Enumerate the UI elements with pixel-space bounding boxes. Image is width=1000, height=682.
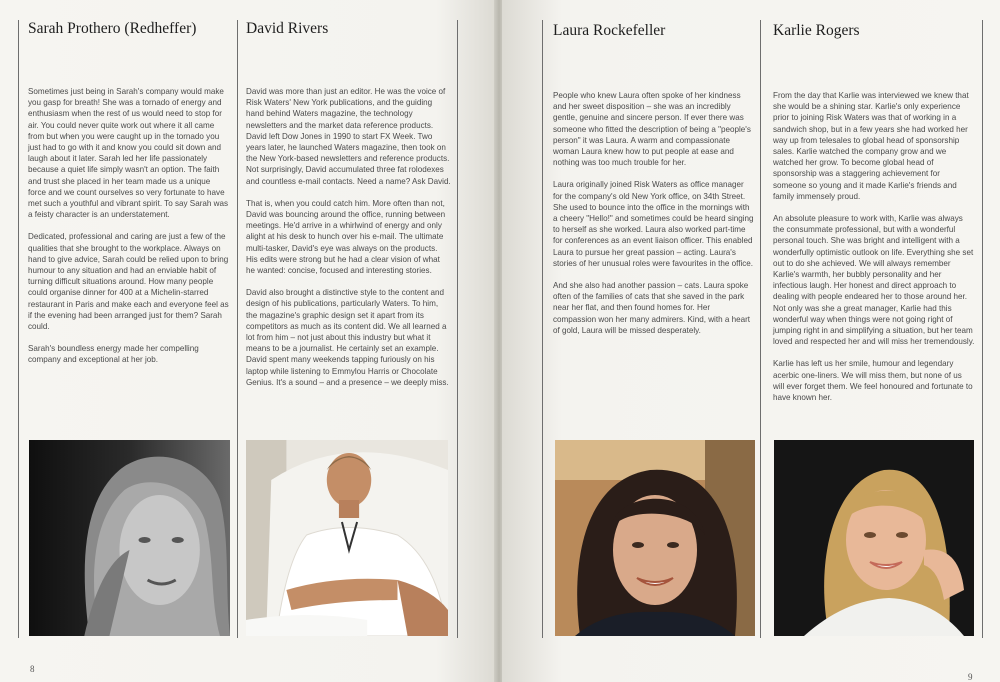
page-number: 9 <box>968 672 973 682</box>
paragraph: Dedicated, professional and caring are just a few of the qualities that she brought to the workplace. Always on hand to give advice, Sarah could be relied upon to bring humour to any situation and had an enviable habit of turning difficult situations around. How many people could organise dinner for 400 at a Michelin-starred restaurant in Paris and make each and everyone feel as if the evening had been arranged just for them? Sarah could. <box>28 232 229 332</box>
tribute-column-karlie <box>773 0 975 682</box>
tribute-column-sarah <box>28 0 230 682</box>
paragraph: People who knew Laura often spoke of her kindness and her sweet disposition – she was an incredibly gentle, genuine and sincere person. If ever there was someone who fitted the description of being a "people's person" it was Laura. A warm and compassionate woman Laura knew how to put people at ease and nothing was too much trouble for her. <box>553 91 751 168</box>
column-rule <box>982 20 983 638</box>
tribute-text <box>553 90 755 347</box>
column-rule <box>760 20 761 638</box>
tribute-column-david <box>246 0 451 682</box>
page-number: 8 <box>30 664 35 674</box>
paragraph: Sarah's boundless energy made her compelling company and exceptional at her job. <box>28 344 199 365</box>
paragraph: David was more than just an editor. He was the voice of Risk Waters' New York publications, and the guiding hand behind Waters magazine, the technology newsletters and the market data reference products. David left Dow Jones in 1990 to start FX Week. Two years later, he launched Waters magazine, then took on the New York-based newsletters and reference products. Not surprisingly, David accumulated three fat rolodexes and countless e-mail contacts. Need a name? Ask David. <box>246 87 451 186</box>
person-name: Laura Rockefeller <box>553 22 666 39</box>
column-rule <box>457 20 458 638</box>
column-rule <box>18 20 19 638</box>
left-page <box>0 0 496 682</box>
paragraph: That is, when you could catch him. More often than not, David was bouncing around the office, running between meetings. He'd arrive in a whirlwind of energy and only alight at his desk to hunch over his e-mail. The ultimate multi-tasker, David's eye was always on the products. His edits were strong but he had a clear vision of what he wanted: concise, focused and interesting stories. <box>246 198 446 276</box>
portrait-photo <box>774 440 974 636</box>
person-name: Karlie Rogers <box>773 22 860 39</box>
paragraph: Karlie has left us her smile, humour and legendary acerbic one-liners. We will miss them, but none of us will ever forget them. We feel honoured and fortunate to have known her. <box>773 359 973 403</box>
portrait-photo <box>29 440 230 636</box>
tribute-text <box>28 86 230 377</box>
paragraph: An absolute pleasure to work with, Karlie was always the consummate professional, but with a wonderful personal touch. She was bright and intelligent with a wonderfully optimistic outlook on life. Everything she set out to do she achieved. We will always remember Karlie's warmth, her bubbly personality and her infectious laugh. Her honest and direct approach to dealing with people endeared her to those around her. Not only was she a great manager, Karlie had this wonderful way when things were not going right of jumping right in and simplifying a situation, but her team loved and respected her and will miss her tremendously. <box>773 214 975 347</box>
person-name: David Rivers <box>246 20 329 37</box>
paragraph: Sometimes just being in Sarah's company would make you gasp for breath! She was a tornado of energy and enthusiasm when the rest of us would need to stop for air. You could never quite work out where it all came from but when you were caught up in the tornado you just had to go with it and know you could sit down and laugh about it later. Sarah led her life passionately because a quiet life simply wasn't an option. The faith and trust she placed in her team made us a unique force and we count ourselves so very fortunate to have met such a youthful and vibrant spirit. To say Sarah was a feisty character is an understatement. <box>28 87 229 220</box>
tribute-text <box>246 86 451 399</box>
paragraph: Laura originally joined Risk Waters as office manager for the company's old New York office, on 34th Street. She used to bounce into the office in the mornings with a cheery "Hello!" and sometimes could be heard singing to herself as she worked. Laura also worked part-time for conferences as an event liaison officer. This enabled Laura to pursue her great passion – acting. Laura's stories of her unusual roles were favourites in the office. <box>553 180 754 268</box>
column-rule <box>237 20 238 638</box>
right-page <box>502 0 1000 682</box>
tribute-text <box>773 90 975 414</box>
paragraph: David also brought a distinctive style to the content and design of his publications, particularly Waters. To him, the magazine's graphic design set it apart from its competitors as much as its content did. We all learned a lot from him – not just about this industry but what it means to be a journalist. He certainly set an example. David spent many weekends tapping furiously on his laptop while listening to Emmylou Harris or Chocolate Genius. It's a sound – and a presence – we deeply miss. <box>246 288 449 387</box>
tribute-column-laura <box>553 0 755 682</box>
portrait-photo <box>246 440 448 636</box>
paragraph: And she also had another passion – cats. Laura spoke often of the families of cats that she saved in the park near her flat, and then found homes for. Her compassion won her many admirers. Kind, with a heart of gold, Laura will be missed desperately. <box>553 281 751 335</box>
column-rule <box>542 20 543 638</box>
person-name: Sarah Prothero (Redheffer) <box>28 20 197 37</box>
paragraph: From the day that Karlie was interviewed we knew that she would be a shining star. Karlie's only experience prior to joining Risk Waters was that of working in a sandwich shop, but in a few years she had worked her way up from telesales to global head of sponsorship sales. Karlie watched the company grow and we watched her grow. To become global head of sponsorship was a staggering achievement for someone so young and it made Karlie's friends and family immensely proud. <box>773 91 969 201</box>
portrait-photo <box>555 440 755 636</box>
